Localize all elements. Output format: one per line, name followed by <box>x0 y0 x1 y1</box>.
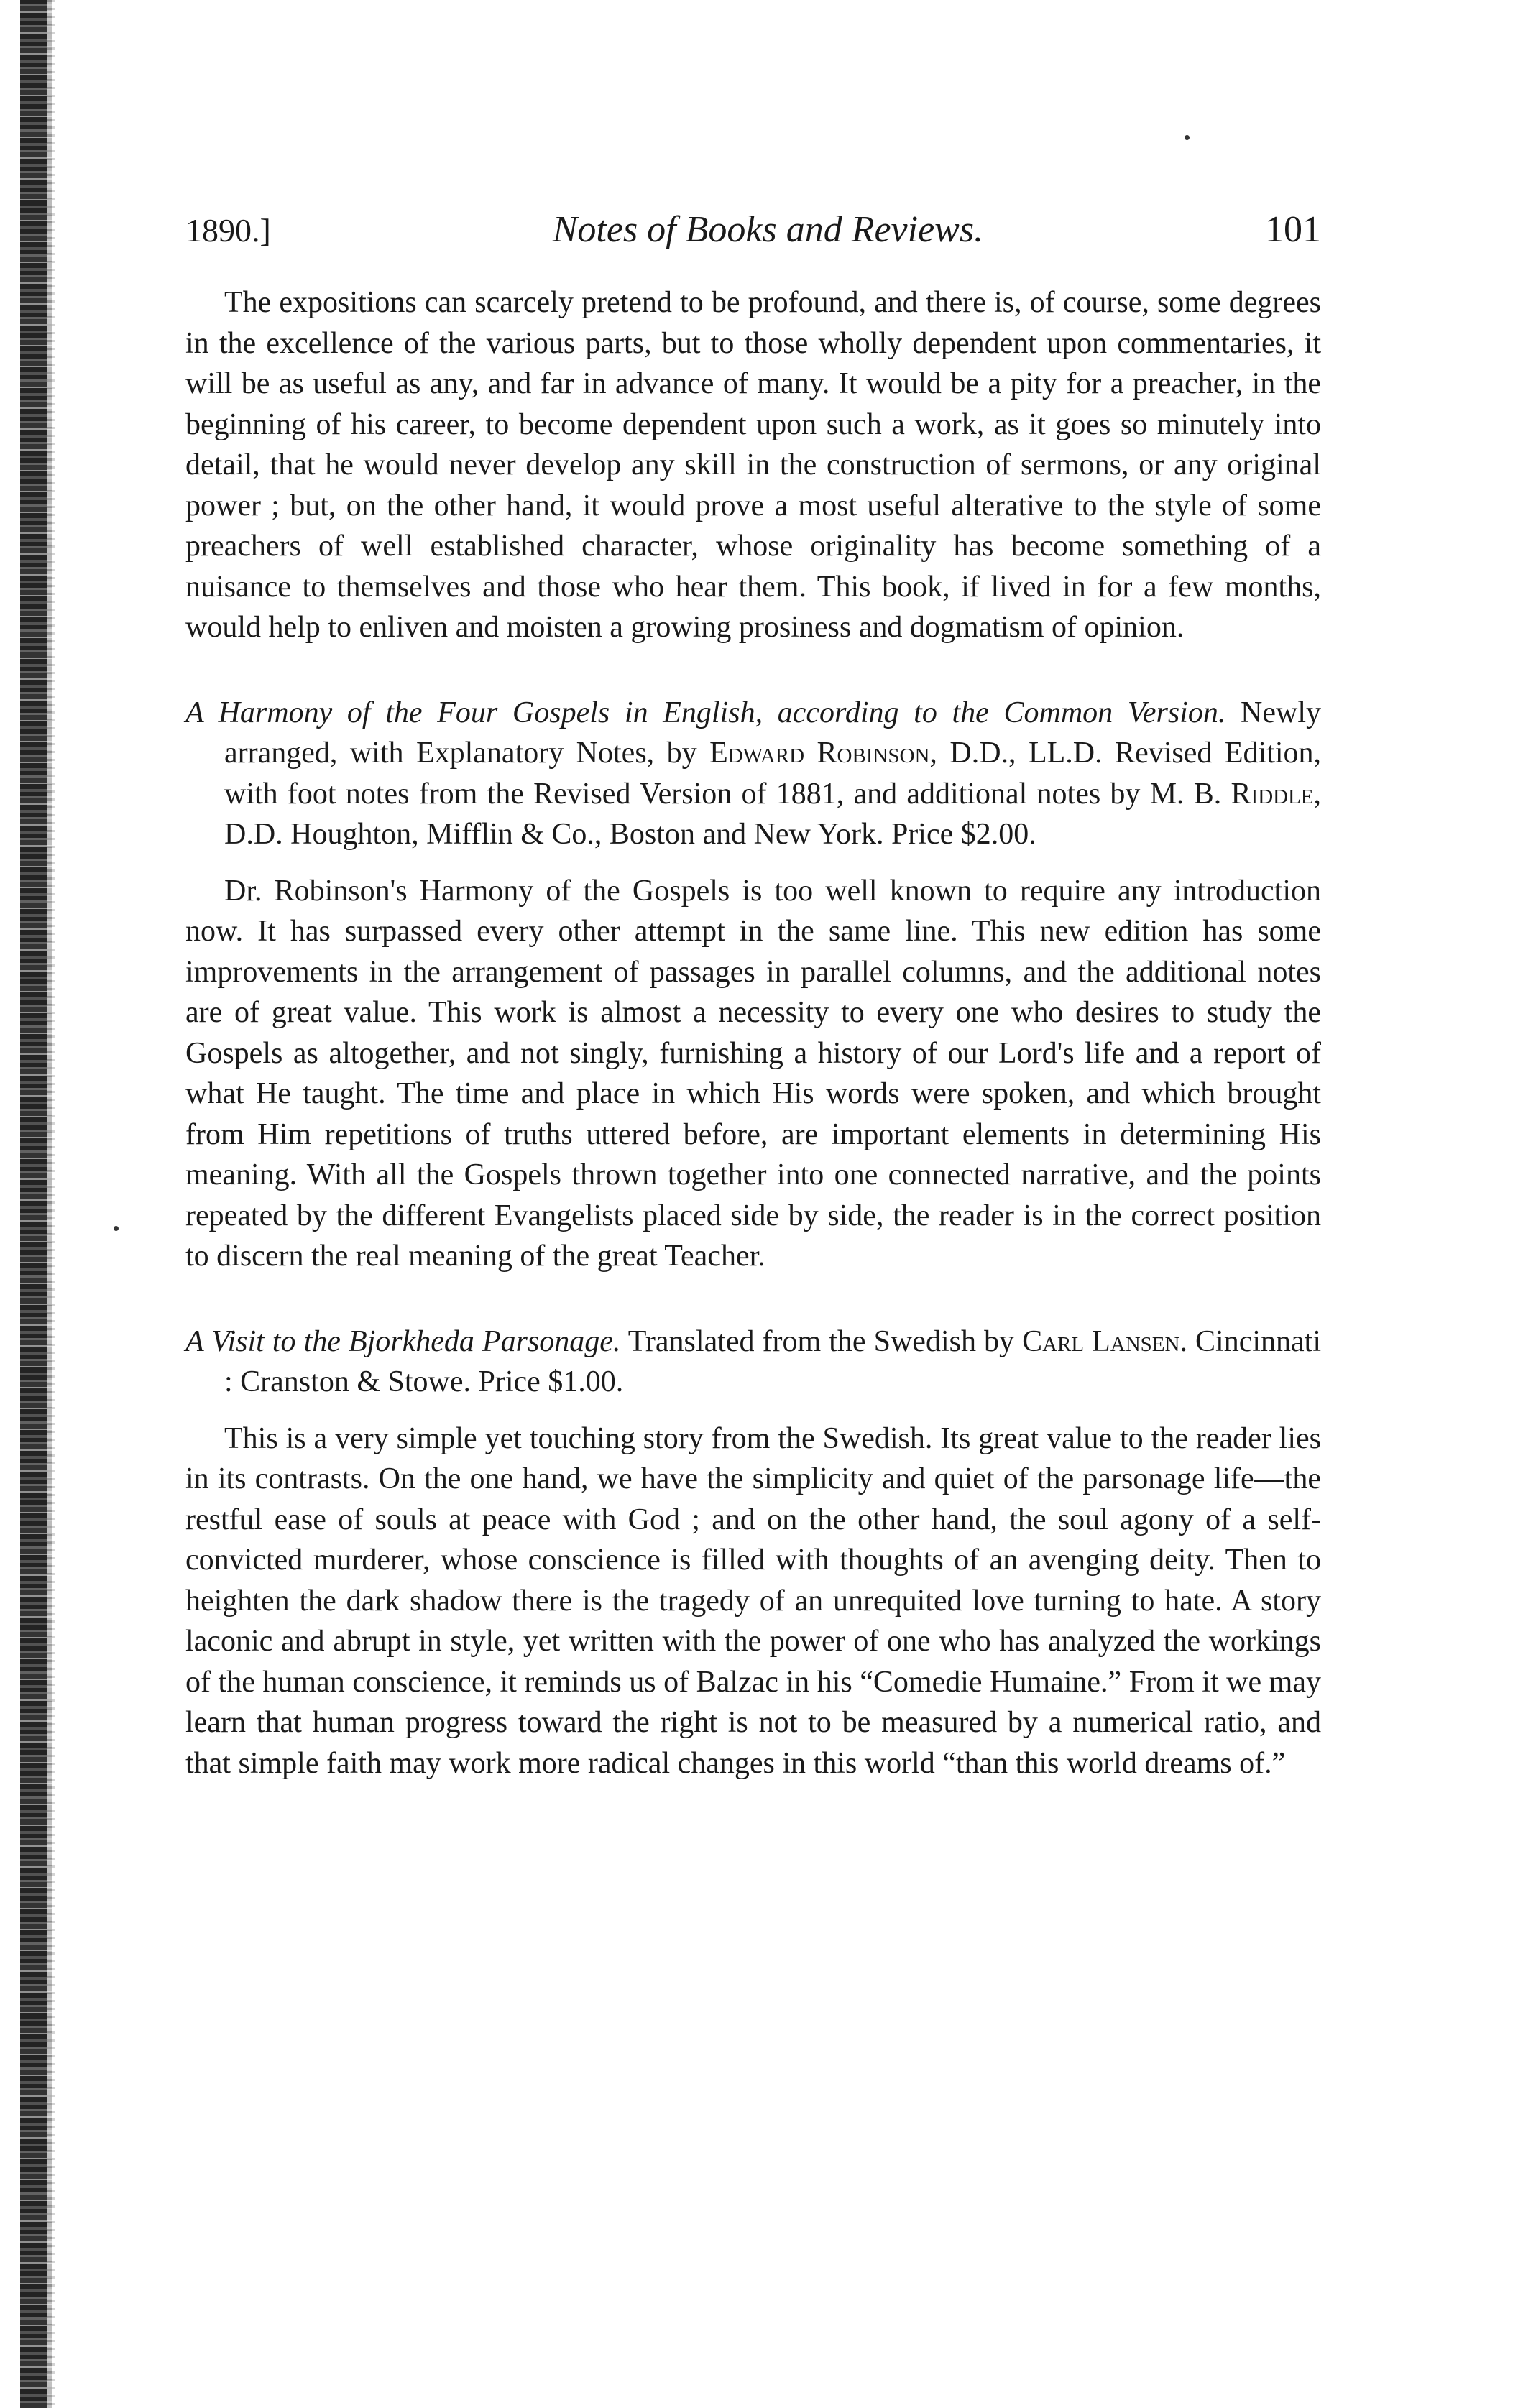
scan-speck <box>114 1226 119 1231</box>
book-publication: . Cincinnati : Cranston & Stowe. Price $1.00. <box>224 1324 1321 1398</box>
review-heading <box>185 693 1321 855</box>
review-heading <box>185 1321 1321 1403</box>
review-body: This is a very simple yet touching story from the Swedish. Its great value to the reader lies in its contrasts. On the one hand, we have the simplicity and quiet of the parsonage life—the restful ease of souls at peace with God ; and on the other hand, the soul agony of a self-convicted murderer, whose conscience is filled with thoughts of an avenging deity. Then to heighten the dark shadow there is the tragedy of an unrequited love turning to hate. A story laconic and abrupt in style, yet written with the power of one who has analyzed the workings of the human conscience, it reminds us of Balzac in his “Comedie Humaine.” From it we may learn that human progress toward the right is not to be measured by a numerical ratio, and that simple faith may work more radical changes in this world “than this world dreams of.” <box>185 1421 1321 1780</box>
book-title: A Visit to the Bjorkheda Parsonage. <box>185 1324 621 1358</box>
scan-speck <box>1185 135 1190 140</box>
book-author: Edward Robinson <box>709 737 930 770</box>
book-details: , D.D., LL.D. Revised Edition, with foot notes from the Revised Version of 1881, and additional notes by <box>224 737 1321 811</box>
book-details: Translated from the Swedish by <box>627 1324 1015 1358</box>
running-head-year: 1890.] <box>185 212 271 249</box>
book-title: A Harmony of the Four Gospels in English, according to the Common Version. <box>185 696 1226 729</box>
book-page <box>185 208 1321 1784</box>
book-translator: Carl Lansen <box>1022 1324 1180 1358</box>
scanned-binding-edge <box>20 0 52 2408</box>
review-entry <box>185 1321 1321 1784</box>
running-head <box>185 208 1321 251</box>
running-head-title: Notes of Books and Reviews. <box>552 209 984 250</box>
page-number: 101 <box>1265 209 1321 250</box>
opening-paragraph: The expositions can scarcely pretend to be profound, and there is, of course, some degrees in the excellence of the various parts, but to those wholly dependent upon commentaries, it will be as useful as any, and far in advance of many. It would be a pity for a preacher, in the beginning of his career, to become dependent upon such a work, as it goes so minutely into detail, that he would never develop any skill in the construction of sermons, or any original power ; but, on the other hand, it would prove a most useful alterative to the style of some preachers of well established character, whose originality has become something of a nuisance to themselves and those who hear them. This book, if lived in for a few months, would help to enliven and moisten a growing prosiness and dogmatism of opinion. <box>185 286 1321 644</box>
book-publication: , D.D. Houghton, Mifflin & Co., Boston and New York. Price $2.00. <box>224 777 1322 851</box>
book-details: Newly arranged, with Explanatory Notes, by <box>224 696 1322 770</box>
book-editor: M. B. Riddle <box>1149 777 1314 811</box>
review-body: Dr. Robinson's Harmony of the Gospels is too well known to require any introduction now. It has surpassed every other attempt in the same line. This new edition has some improvements in the arrangement of passages in parallel columns, and the additional notes are of great value. This work is almost a necessity to every one who desires to study the Gospels as altogether, and not singly, furnishing a history of our Lord's life and a report of what He taught. The time and place in which His words were spoken, and which brought from Him repetitions of truths uttered before, are important elements in determining His meaning. With all the Gospels thrown together into one connected narrative, and the points repeated by the different Evangelists placed side by side, the reader is in the correct position to discern the real meaning of the great Teacher. <box>185 874 1321 1273</box>
review-entry <box>185 693 1321 1277</box>
